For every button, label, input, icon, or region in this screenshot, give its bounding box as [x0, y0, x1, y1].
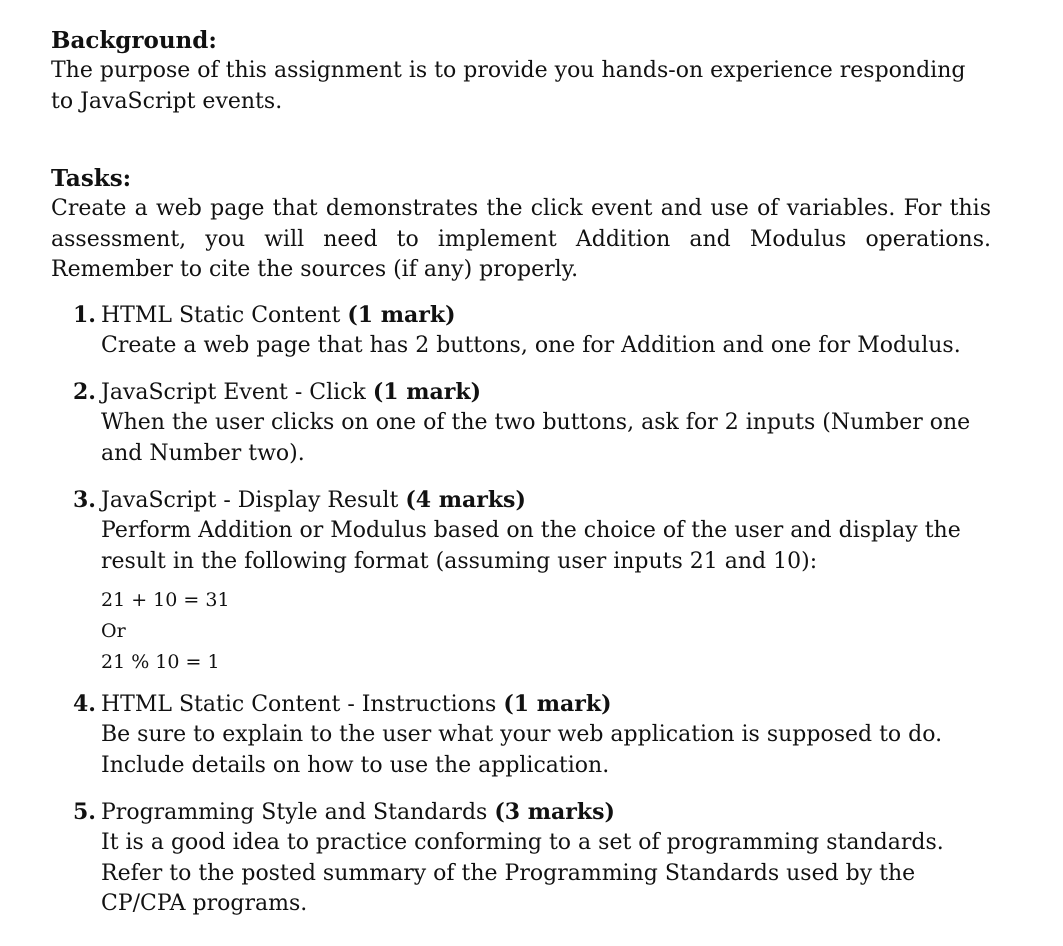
task-title: [101, 689, 991, 720]
task-number: 2.: [73, 379, 96, 405]
task-title: [101, 300, 991, 331]
example-or: Or: [101, 620, 126, 642]
tasks-heading: Tasks:: [51, 165, 132, 192]
task-title-text: JavaScript Event - Click: [101, 380, 366, 405]
task-title-text: HTML Static Content: [101, 302, 341, 328]
task-marks: (1 mark): [347, 301, 456, 328]
task-title: [101, 485, 991, 516]
task-list: [51, 300, 991, 920]
task-description: Be sure to explain to the user what your web application is supposed to do. Include details on how to use the application.: [101, 722, 943, 778]
task-title: [101, 797, 991, 828]
task-title-text: HTML Static Content - Instructions: [101, 692, 497, 717]
task-marks: (1 mark): [372, 379, 481, 405]
task-item: [51, 377, 991, 469]
task-number: 3.: [73, 487, 96, 513]
task-title-text: JavaScript - Display Result: [101, 488, 399, 513]
example-modulus: 21 % 10 = 1: [101, 651, 220, 673]
task-description: When the user clicks on one of the two buttons, ask for 2 inputs (Number one and Number two).: [101, 410, 971, 466]
task-number: 1.: [73, 301, 96, 328]
task-marks: (3 marks): [494, 799, 615, 825]
task-description: It is a good idea to practice conforming to a set of programming standards. Refer to the posted summary of the Programming Standards used by the CP/CPA programs.: [101, 830, 944, 916]
task-number: 5.: [73, 799, 96, 825]
task-item: [51, 485, 991, 673]
task-description: Perform Addition or Modulus based on the choice of the user and display the result in the following format (assuming user inputs 21 and 10):: [101, 518, 961, 574]
task-item: [51, 689, 991, 781]
background-text: The purpose of this assignment is to provide you hands-on experience responding to JavaScript events.: [51, 58, 966, 114]
background-section: [51, 26, 991, 117]
tasks-section: [51, 164, 991, 286]
task-number: 4.: [73, 691, 96, 717]
task-marks: (4 marks): [405, 487, 526, 513]
task-item: [51, 300, 991, 362]
tasks-intro: Create a web page that demonstrates the click event and use of variables. For this assessment, you will need to implement Addition and Modulus operations. Remember to cite the sources (if any) properly.: [51, 196, 991, 282]
task-marks: (1 mark): [503, 691, 612, 717]
task-item: [51, 797, 991, 920]
example-addition: 21 + 10 = 31: [101, 589, 230, 611]
assignment-document: [51, 26, 991, 936]
background-heading: Background:: [51, 27, 217, 54]
task-title-text: Programming Style and Standards: [101, 800, 488, 825]
task-title: [101, 377, 991, 408]
task-description: Create a web page that has 2 buttons, one for Addition and one for Modulus.: [101, 332, 961, 358]
